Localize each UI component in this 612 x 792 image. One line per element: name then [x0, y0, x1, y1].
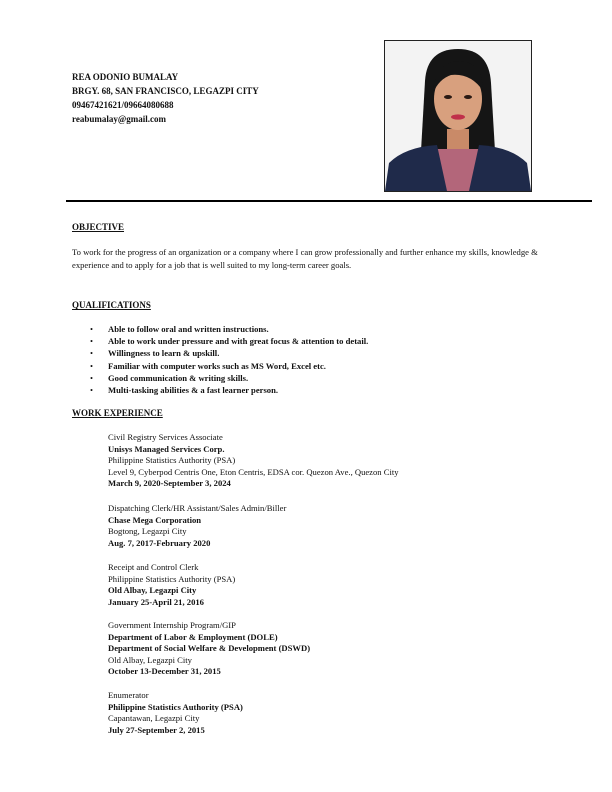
job-dates: March 9, 2020-September 3, 2024	[108, 478, 231, 489]
job-detail: Philippine Statistics Authority (PSA)	[108, 573, 236, 584]
portrait-illustration	[385, 41, 531, 191]
contact-block	[72, 70, 259, 126]
job-entry	[108, 620, 310, 678]
list-item: • Familiar with computer works such as MS Word, Excel etc.	[90, 360, 368, 372]
job-detail: Unisys Managed Services Corp.	[108, 443, 225, 454]
applicant-address: BRGY. 68, SAN FRANCISCO, LEGAZPI CITY	[72, 86, 259, 96]
job-dates: October 13-December 31, 2015	[108, 666, 221, 677]
job-detail: Philippine Statistics Authority (PSA)	[108, 701, 243, 712]
objective-heading: OBJECTIVE	[72, 222, 125, 232]
job-entry	[108, 562, 235, 608]
job-detail: Capantawan, Legazpi City	[108, 713, 200, 724]
job-entry	[108, 432, 399, 490]
list-item: • Good communication & writing skills.	[90, 372, 368, 384]
job-position: Receipt and Control Clerk	[108, 562, 199, 572]
list-item: • Multi-tasking abilities & a fast learner person.	[90, 384, 368, 396]
job-detail: Department of Labor & Employment (DOLE)	[108, 631, 278, 642]
job-detail: Old Albay, Legazpi City	[108, 654, 192, 665]
header-divider	[66, 200, 592, 202]
job-dates: January 25-April 21, 2016	[108, 596, 204, 607]
applicant-phone: 09467421621/09664080688	[72, 100, 174, 110]
qualifications-list	[90, 323, 368, 396]
list-item: • Able to follow oral and written instructions.	[90, 323, 368, 335]
job-detail: Philippine Statistics Authority (PSA)	[108, 455, 236, 466]
list-item: • Able to work under pressure and with great focus & attention to detail.	[90, 335, 368, 347]
job-detail: Chase Mega Corporation	[108, 514, 202, 525]
job-detail: Level 9, Cyberpod Centris One, Eton Centris, EDSA cor. Quezon Ave., Quezon City	[108, 466, 399, 477]
job-position: Government Internship Program/GIP	[108, 620, 236, 630]
list-item: • Willingness to learn & upskill.	[90, 347, 368, 359]
job-position: Enumerator	[108, 690, 149, 700]
qualifications-heading: QUALIFICATIONS	[72, 300, 151, 310]
job-entry	[108, 690, 243, 736]
job-dates: Aug. 7, 2017-February 2020	[108, 537, 211, 548]
job-detail: Bogtong, Legazpi City	[108, 526, 187, 537]
objective-text: To work for the progress of an organization or a company where I can grow professionally and further enhance my skills, knowledge & experience and to apply for a job that is well suited to my long-term career goals.	[72, 247, 538, 270]
job-detail: Department of Social Welfare & Development (DSWD)	[108, 643, 311, 654]
applicant-email: reabumalay@gmail.com	[72, 114, 166, 124]
applicant-name: REA ODONIO BUMALAY	[72, 72, 179, 82]
job-position: Dispatching Clerk/HR Assistant/Sales Admin/Biller	[108, 503, 287, 513]
job-dates: July 27-September 2, 2015	[108, 724, 205, 735]
job-detail: Old Albay, Legazpi City	[108, 585, 197, 596]
work-experience-heading: WORK EXPERIENCE	[72, 408, 163, 418]
job-position: Civil Registry Services Associate	[108, 432, 223, 442]
job-entry	[108, 503, 286, 549]
applicant-photo	[384, 40, 532, 192]
